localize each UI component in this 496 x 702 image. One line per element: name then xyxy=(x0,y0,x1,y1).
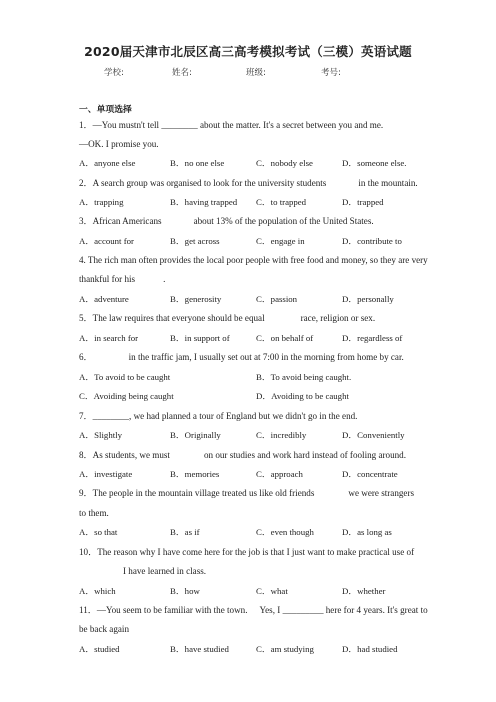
question-11-option-c: C．am studying xyxy=(256,644,314,654)
question-9-stem-part-1: 9．The people in the mountain village treated us like old friends xyxy=(79,488,315,498)
question-6-stem-part-2: in the traffic jam, I usually set out at 7:00 in the morning from home by car. xyxy=(128,352,404,362)
question-9-option-d: D．as long as xyxy=(342,527,392,537)
question-3-option-c: C．engage in xyxy=(256,236,305,246)
question-9-option-b: B．as if xyxy=(170,527,200,537)
question-9-stem-part-2: we were strangers xyxy=(348,488,415,498)
question-10-option-a: A．which xyxy=(79,586,116,596)
question-9-option-c: C．even though xyxy=(256,527,314,537)
question-8-option-d: D．concentrate xyxy=(342,469,398,479)
question-3-stem-part-2: about 13% of the population of the United States. xyxy=(193,216,374,226)
question-11-stem-part-2: Yes, I _________ here for 4 years. It's great to xyxy=(259,605,428,615)
question-3-option-b: B．get across xyxy=(170,236,220,246)
question-10-option-c: C．what xyxy=(256,586,288,596)
question-6-option-a: A．To avoid to be caught xyxy=(79,372,171,382)
question-5-option-b: B．in support of xyxy=(170,333,230,343)
question-11-stem-part-1: 11．—You seem to be familiar with the town. xyxy=(79,605,248,615)
question-8-option-b: B．memories xyxy=(170,469,220,479)
question-11-option-b: B．have studied xyxy=(170,644,229,654)
question-1-stem: 1．—You mustn't tell ________ about the matter. It's a secret between you and me. xyxy=(79,120,384,130)
question-7-stem: 7．________, we had planned a tour of England but we didn't go in the end. xyxy=(79,411,358,421)
name-label: 姓名: xyxy=(172,68,192,78)
question-2-option-d: D．trapped xyxy=(342,197,384,207)
question-10-stem: 10．The reason why I have come here for the job is that I just want to make practical use of xyxy=(79,547,415,557)
question-10-option-d: D．whether xyxy=(342,586,386,596)
number-label: 考号: xyxy=(321,68,341,78)
question-6-stem xyxy=(79,352,404,363)
question-1-option-a: A．anyone else xyxy=(79,158,136,168)
question-2-stem-part-1: 2．A search group was organised to look for the university students xyxy=(79,178,327,188)
question-5-option-a: A．in search for xyxy=(79,333,139,343)
question-7-option-d: D．Conveniently xyxy=(342,430,405,440)
question-3-option-a: A．account for xyxy=(79,236,134,246)
question-3-option-d: D．contribute to xyxy=(342,236,402,246)
question-8-option-a: A．investigate xyxy=(79,469,133,479)
question-10-option-b: B．how xyxy=(170,586,200,596)
school-label: 学校: xyxy=(104,68,124,78)
question-4-stem: 4. The rich man often provides the local poor people with free food and money, so they are very xyxy=(79,255,428,265)
question-1-option-c: C．nobody else xyxy=(256,158,313,168)
question-4-stem-part-3: . xyxy=(163,274,166,284)
question-3-stem xyxy=(79,216,374,227)
question-11-option-d: D．had studied xyxy=(342,644,398,654)
question-4-option-c: C．passion xyxy=(256,294,298,304)
question-7-option-c: C．incredibly xyxy=(256,430,307,440)
question-6-stem-part-1: 6． xyxy=(79,352,93,362)
question-1-option-b: B．no one else xyxy=(170,158,225,168)
question-5-stem-part-2: race, religion or sex. xyxy=(300,313,376,323)
question-4-stem-cont xyxy=(79,274,165,285)
question-1-response: —OK. I promise you. xyxy=(79,139,159,149)
question-1-option-d: D．someone else. xyxy=(342,158,407,168)
question-10-stem-cont: I have learned in class. xyxy=(123,566,207,576)
question-7-option-b: B．Originally xyxy=(170,430,221,440)
question-11-option-a: A．studied xyxy=(79,644,120,654)
question-8-stem-part-2: on our studies and work hard instead of fooling around. xyxy=(203,450,406,460)
question-9-stem-cont: to them. xyxy=(79,508,109,518)
question-6-option-d: D．Avoiding to be caught xyxy=(256,391,349,401)
question-8-stem xyxy=(79,450,406,461)
question-2-option-b: B．having trapped xyxy=(170,197,238,207)
question-11-stem xyxy=(79,605,428,616)
question-5-option-c: C．on behalf of xyxy=(256,333,314,343)
question-2-stem xyxy=(79,178,418,189)
section-heading: 一、单项选择 xyxy=(79,105,132,115)
question-5-stem-part-1: 5．The law requires that everyone should be equal xyxy=(79,313,265,323)
question-8-stem-part-1: 8．As students, we must xyxy=(79,450,170,460)
question-2-option-a: A．trapping xyxy=(79,197,124,207)
question-5-stem xyxy=(79,313,375,324)
question-3-stem-part-1: 3．African Americans xyxy=(79,216,162,226)
question-2-option-c: C．to trapped xyxy=(256,197,307,207)
question-6-option-b: B．To avoid being caught. xyxy=(256,372,352,382)
question-2-stem-part-2: in the mountain. xyxy=(358,178,418,188)
question-4-stem-part-2: thankful for his xyxy=(79,274,136,284)
question-4-option-a: A．adventure xyxy=(79,294,129,304)
question-7-option-a: A．Slightly xyxy=(79,430,123,440)
exam-title: 2020届天津市北辰区高三高考模拟考试（三模）英语试题 xyxy=(84,44,412,59)
question-4-option-b: B．generosity xyxy=(170,294,222,304)
question-9-stem xyxy=(79,488,414,499)
question-11-stem-cont: be back again xyxy=(79,624,129,634)
question-8-option-c: C．approach xyxy=(256,469,303,479)
question-6-option-c: C．Avoiding being caught xyxy=(79,391,174,401)
question-5-option-d: D．regardless of xyxy=(342,333,403,343)
question-9-option-a: A．so that xyxy=(79,527,118,537)
class-label: 班级: xyxy=(246,68,266,78)
question-4-option-d: D．personally xyxy=(342,294,394,304)
